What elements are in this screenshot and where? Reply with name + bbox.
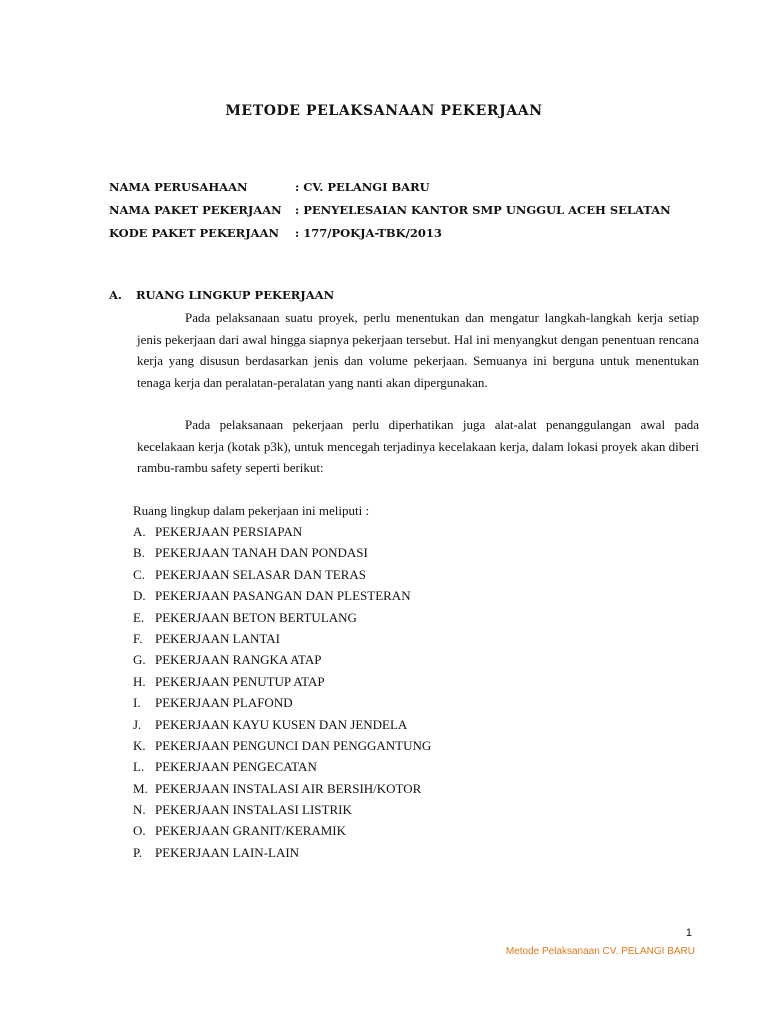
list-item: F. PEKERJAAN LANTAI	[133, 630, 280, 646]
page-footer: Metode Pelaksanaan CV. PELANGI BARU	[505, 946, 695, 957]
paragraph-1	[137, 307, 699, 393]
paragraph-1-text: Pada pelaksanaan suatu proyek, perlu menentukan dan mengatur langkah-langkah kerja setiap jenis pekerjaan dari awal hingga siapnya pekerjaan tersebut. Hal ini menyangkut dengan penentuan rencana kerja yang disusun berdasarkan jenis dan volume pekerjaan. Semuanya ini berguna untuk menentukan tenaga kerja dan peralatan-peralatan yang nanti akan dipergunakan.	[137, 310, 699, 390]
info-row	[109, 180, 671, 203]
info-value: : CV. PELANGI BARU	[295, 180, 430, 194]
list-item: P. PEKERJAAN LAIN-LAIN	[133, 844, 300, 860]
section-letter: A.	[109, 288, 122, 302]
list-item: C. PEKERJAAN SELASAR DAN TERAS	[133, 566, 367, 582]
info-label: NAMA PERUSAHAAN	[109, 180, 248, 194]
info-label: NAMA PAKET PEKERJAAN	[109, 203, 282, 217]
page-number: 1	[685, 927, 692, 939]
paragraph-2-text: Pada pelaksanaan pekerjaan perlu diperhatikan juga alat-alat penanggulangan awal pada kecelakaan kerja (kotak p3k), untuk mencegah terjadinya kecelakaan kerja, dalam lokasi proyek akan diberi rambu-rambu safety seperti berikut:	[137, 417, 699, 475]
document-title: METODE PELAKSANAAN PEKERJAAN	[225, 103, 543, 119]
paragraph-2	[137, 414, 699, 479]
list-item: G. PEKERJAAN RANGKA ATAP	[133, 652, 322, 668]
list-item: B. PEKERJAAN TANAH DAN PONDASI	[133, 545, 368, 561]
info-label: KODE PAKET PEKERJAAN	[109, 226, 280, 240]
list-item: E. PEKERJAAN BETON BERTULANG	[133, 609, 357, 625]
list-item: J. PEKERJAAN KAYU KUSEN DAN JENDELA	[133, 716, 408, 732]
section-title: RUANG LINGKUP PEKERJAAN	[136, 288, 335, 302]
list-item: H. PEKERJAAN PENUTUP ATAP	[133, 673, 325, 689]
info-row	[109, 226, 671, 249]
company-info	[109, 180, 671, 249]
info-value: : PENYELESAIAN KANTOR SMP UNGGUL ACEH SELATAN	[295, 203, 671, 217]
info-value: : 177/POKJA-TBK/2013	[295, 226, 442, 240]
section-heading	[109, 288, 334, 302]
list-item: O. PEKERJAAN GRANIT/KERAMIK	[133, 823, 347, 839]
list-item: D. PEKERJAAN PASANGAN DAN PLESTERAN	[133, 588, 411, 604]
info-row	[109, 203, 671, 226]
list-item: M. PEKERJAAN INSTALASI AIR BERSIH/KOTOR	[133, 780, 422, 796]
list-item: N. PEKERJAAN INSTALASI LISTRIK	[133, 802, 352, 818]
list-item: I. PEKERJAAN PLAFOND	[133, 695, 293, 711]
list-item: K. PEKERJAAN PENGUNCI DAN PENGGANTUNG	[133, 737, 432, 753]
scope-list	[133, 524, 431, 866]
scope-intro: Ruang lingkup dalam pekerjaan ini meliputi :	[133, 503, 370, 518]
list-item: L. PEKERJAAN PENGECATAN	[133, 759, 317, 775]
list-item: A. PEKERJAAN PERSIAPAN	[133, 524, 303, 539]
